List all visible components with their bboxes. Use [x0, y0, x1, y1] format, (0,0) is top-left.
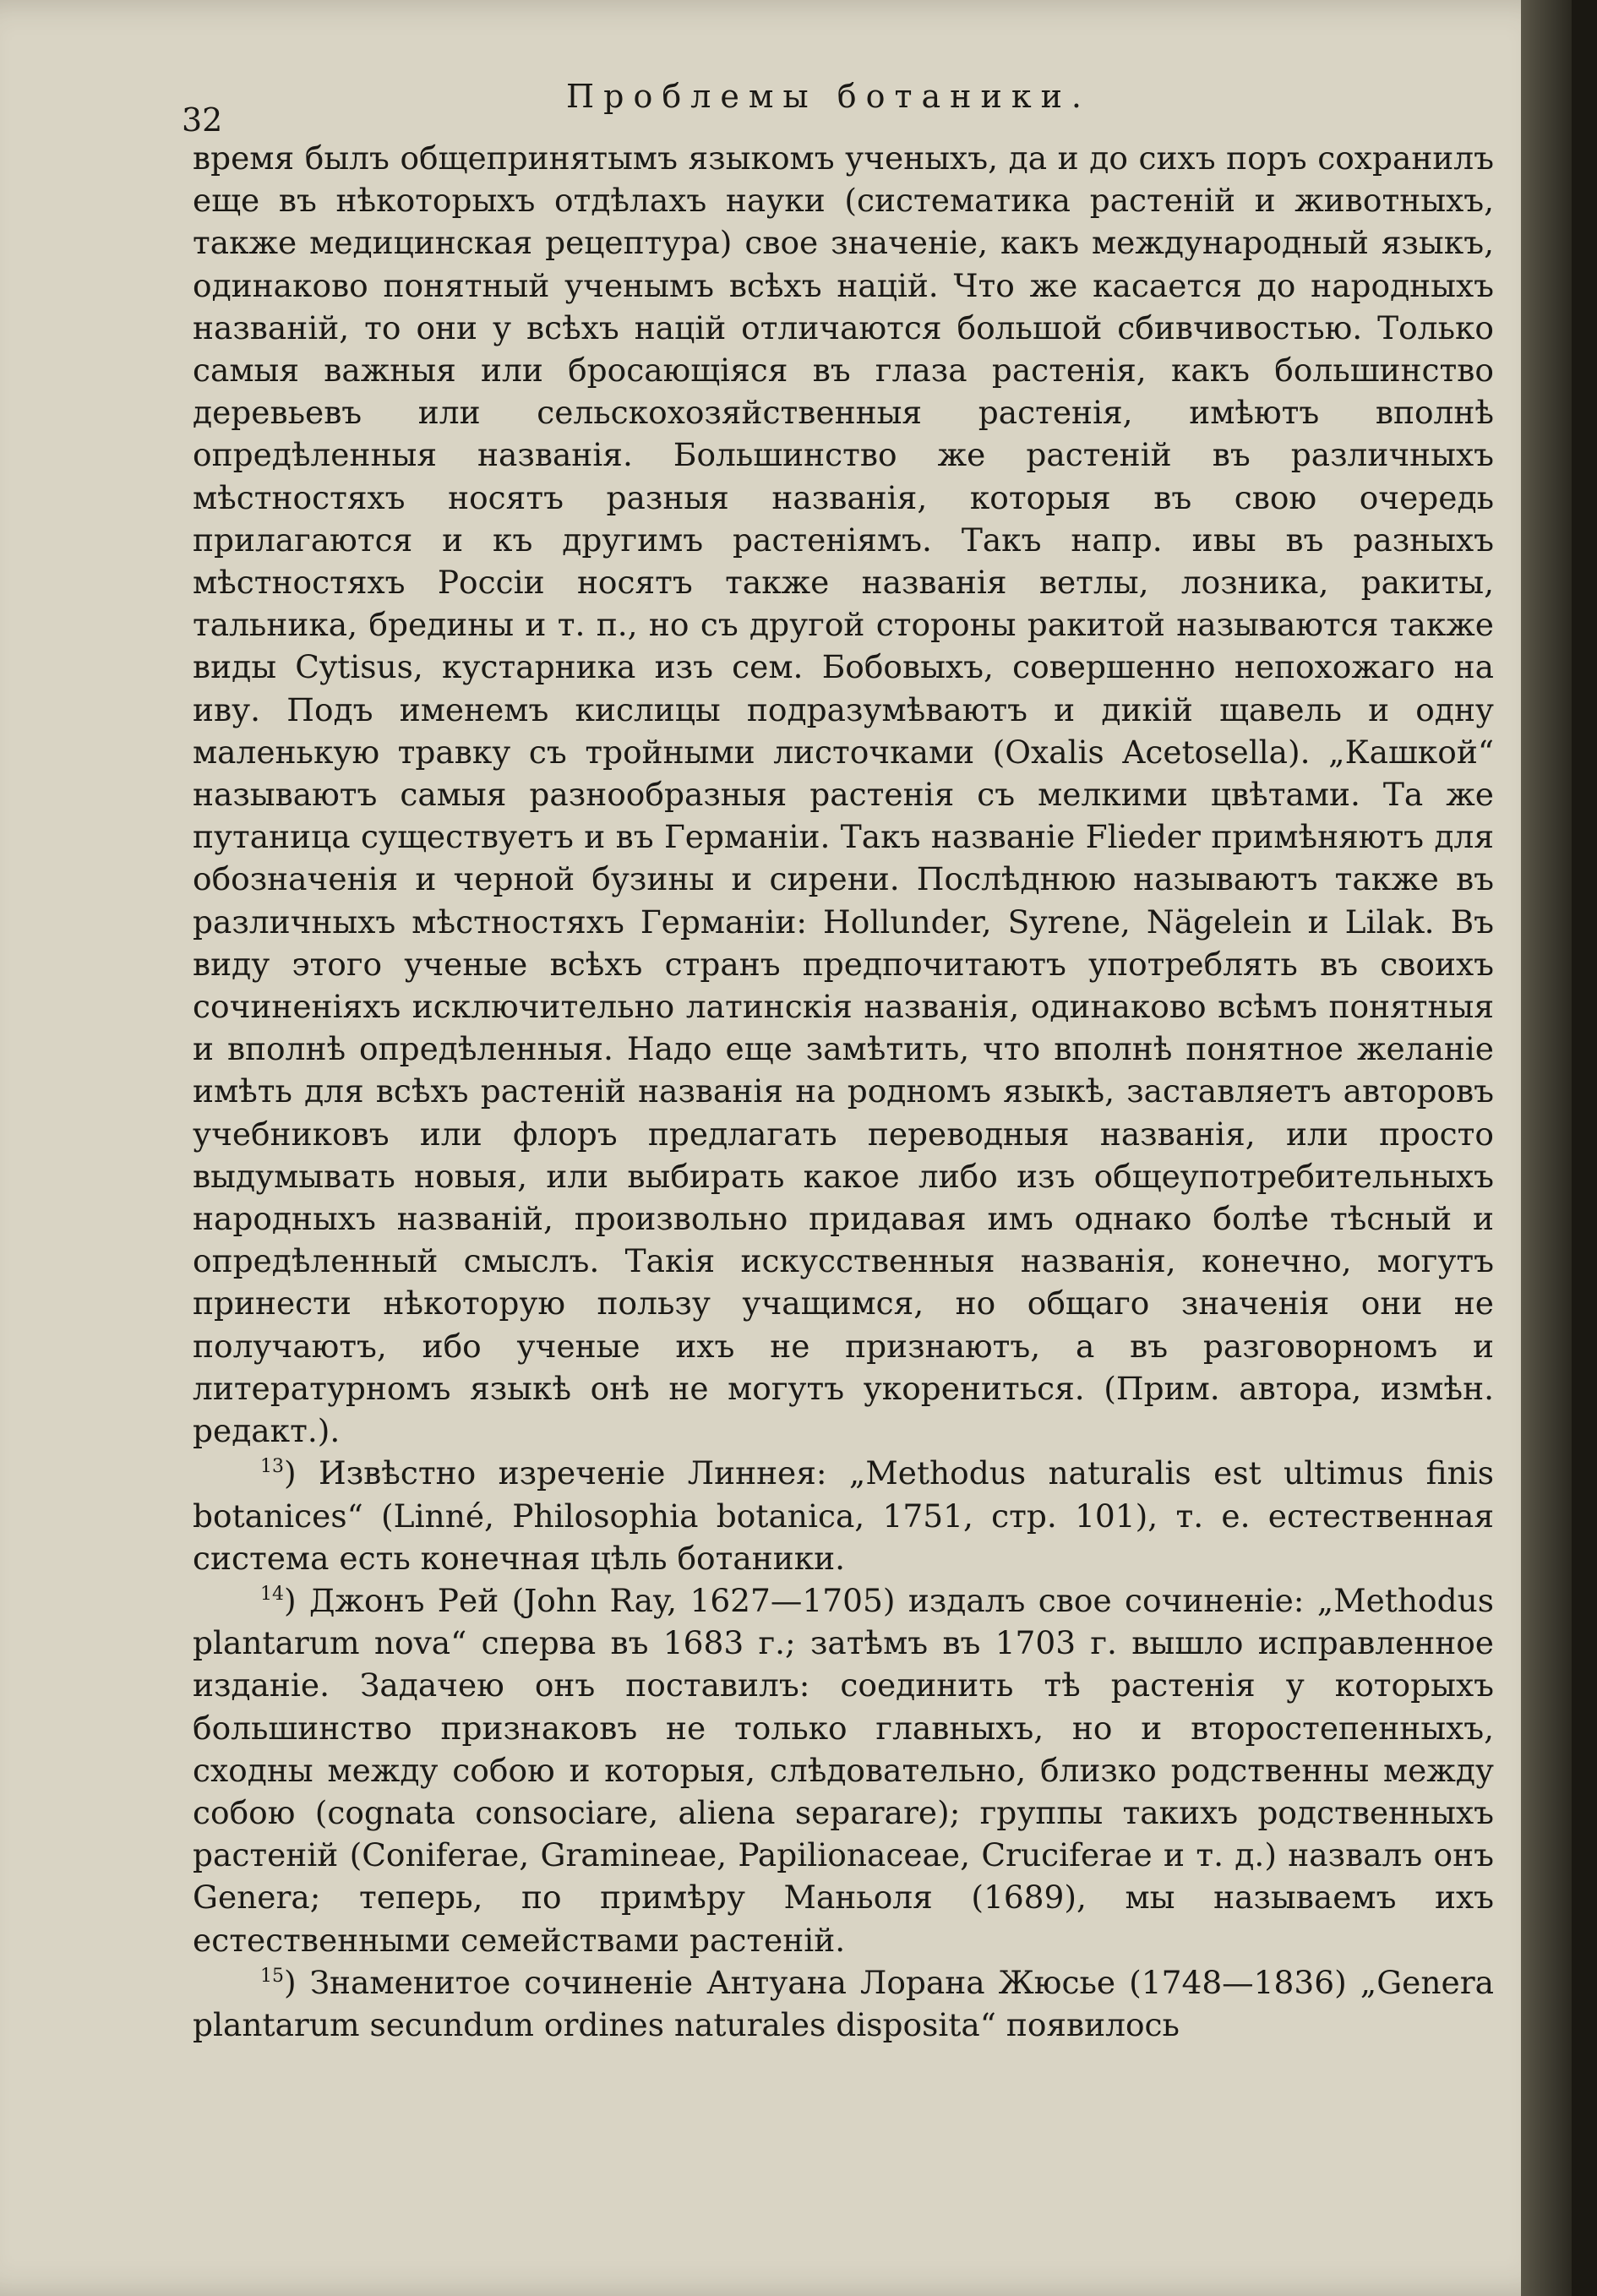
running-title: Проблемы ботаники.: [566, 78, 1091, 115]
footnote-text: Знаменитое сочиненiе Антуана Лорана Жюсье (1748—1836) „Genera plantarum secundum ordines naturales disposita“ появилось: [193, 1963, 1494, 2043]
page-number: 32: [182, 101, 223, 139]
footnote-marker: 15: [260, 1965, 284, 1987]
page-header: [182, 69, 1491, 139]
footnote-marker: 13: [260, 1456, 284, 1478]
footnote-15: $^{15}$) Знаменитое сочиненiе Антуана Лорана Жюсье (1748—1836) „Genera plantarum secundum ordines naturales disposita“ появилось: [193, 1963, 1494, 2043]
page-edge-shadow: [1521, 0, 1572, 2296]
footnote-text: Джонъ Рей (John Ray, 1627—1705) издалъ свое сочиненiе: „Methodus plantarum nova“ сперва въ 1683 г.; затѣмъ въ 1703 г. вышло исправленное изданiе. Задачею онъ поставилъ: соединить тѣ растенiя у которыхъ большинство признаковъ не только главныхъ, но и второстепенныхъ, сходны между собою и которыя, слѣдовательно, близко родственны между собою (cognata consociare, aliena separare); группы такихъ родственныхъ растенiй (Coniferae, Gramineae, Papilionaceae, Cruciferae и т. д.) назвалъ онъ Genera; теперь, по примѣру Маньоля (1689), мы называемъ ихъ естественными семействами растенiй.: [193, 1581, 1494, 1959]
body-text: [193, 137, 1494, 2046]
continuation-paragraph: время былъ общепринятымъ языкомъ ученыхъ, да и до сихъ поръ сохранилъ еще въ нѣкоторыхъ отдѣлахъ науки (систематика растенiй и животныхъ, также медицинская рецептура) свое значенiе, какъ международный языкъ, одинаково понятный ученымъ всѣхъ нацiй. Что же касается до народныхъ названiй, то они у всѣхъ нацiй отличаются большой сбивчивостью. Только самыя важныя или бросающiяся въ глаза растенiя, какъ большинство деревьевъ или сельскохозяйственныя растенiя, имѣютъ вполнѣ опредѣленныя названiя. Большинство же растенiй въ различныхъ мѣстностяхъ носятъ разныя названiя, которыя въ свою очередь прилагаются и къ другимъ растенiямъ. Такъ напр. ивы въ разныхъ мѣстностяхъ Россiи носятъ также названiя ветлы, лозника, ракиты, тальника, бредины и т. п., но съ другой стороны ракитой называются также виды Cytisus, кустарника изъ сем. Бобовыхъ, совершенно непохожаго на иву. Подъ именемъ кислицы подразумѣваютъ и дикiй щавель и одну маленькую травку съ тройными листочками (Oxalis Acetosella). „Кашкой“ называютъ самыя разнообразныя растенiя съ мелкими цвѣтами. Та же путаница существуетъ и въ Германiи. Такъ названiе Flieder примѣняютъ для обозначенiя и черной бузины и сирени. Послѣднюю называютъ также въ различныхъ мѣстностяхъ Германiи: Hollunder, Syrene, Nägelein и Lilak. Въ виду этого ученые всѣхъ странъ предпочитаютъ употреблять въ своихъ сочиненiяхъ исключительно латинскiя названiя, одинаково всѣмъ понятныя и вполнѣ опредѣленныя. Надо еще замѣтить, что вполнѣ понятное желанiе имѣть для всѣхъ растенiй названiя на родномъ языкѣ, заставляетъ авторовъ учебниковъ или флоръ предлагать переводныя названiя, или просто выдумывать новыя, или выбирать какое либо изъ общеупотребительныхъ народныхъ названiй, произвольно придавая имъ однако болѣе тѣсный и опредѣленный смыслъ. Такiя искусственныя названiя, конечно, могутъ принести нѣкоторую пользу учащимся, но общаго значенiя они не получаютъ, ибо ученые ихъ не признаютъ, а въ разговорномъ и литературномъ языкѣ онѣ не могутъ укорениться. (Прим. автора, измѣн. редакт.).: [193, 139, 1494, 1450]
footnote-text: Извѣстно изреченiе Линнея: „Methodus naturalis est ultimus finis botanices“ (Linné, Philosophia botanica, 1751, стр. 101), т. е. естественная система есть конечная цѣль ботаники.: [193, 1454, 1494, 1577]
footnote-marker: 14: [260, 1583, 284, 1605]
footnote-14: $^{14}$) Джонъ Рей (John Ray, 1627—1705) издалъ свое сочиненiе: „Methodus plantarum nova“ сперва въ 1683 г.; затѣмъ въ 1703 г. вышло исправленное изданiе. Задачею онъ поставилъ: соединить тѣ растенiя у которыхъ большинство признаковъ не только главныхъ, но и второстепенныхъ, сходны между собою и которыя, слѣдовательно, близко родственны между собою (cognata consociare, aliena separare); группы такихъ родственныхъ растенiй (Coniferae, Gramineae, Papilionaceae, Cruciferae и т. д.) назвалъ онъ Genera; теперь, по примѣру Маньоля (1689), мы называемъ ихъ естественными семействами растенiй.: [193, 1581, 1494, 1959]
footnote-13: $^{13}$) Извѣстно изреченiе Линнея: „Methodus naturalis est ultimus finis botanices“ (Linné, Philosophia botanica, 1751, стр. 101), т. е. естественная система есть конечная цѣль ботаники.: [193, 1454, 1494, 1577]
